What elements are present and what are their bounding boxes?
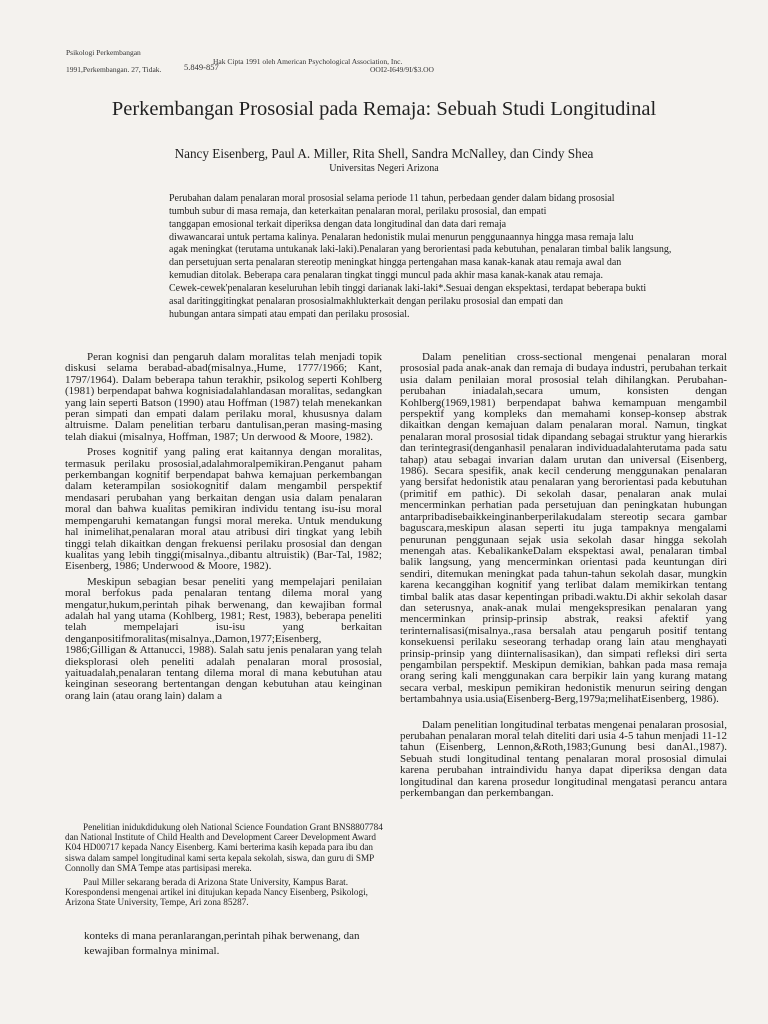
left-column [65, 352, 382, 706]
paper-title: Perkembangan Prososial pada Remaja: Sebuah Studi Longitudinal [111, 98, 657, 120]
footnote-correspondence: Paul Miller sekarang berada di Arizona State University, Kampus Barat. Korespondensi mengenai artikel ini ditujukan kepada Nancy Eisenberg, Psikologi, Arizona State University, Tempe, Ari zona 85287. [65, 877, 368, 908]
abstract [169, 193, 729, 321]
footnote-funding: Penelitian inidukdidukung oleh National Science Foundation Grant BNS8807784 dan National Institute of Child Health and Development Career Development Award K04 HD00717 kepada Nancy Eisenberg. Kami berterima kasih kepada para ibu dan siswa dalam sampel longitudinal kami serta kepala sekolah, siswa, dan guru di SMP Connolly dan SMA Tempe atas partisipasi mereka. [65, 822, 383, 873]
abstract-line: hubungan antara simpati atau empati dan perilaku prososial. [169, 308, 410, 320]
author-list: Nancy Eisenberg, Paul A. Miller, Rita Shell, Sandra McNalley, dan Cindy Shea [174, 146, 594, 161]
abstract-line: dan persetujuan serta penalaran stereotip meningkat hingga pertengahan masa kanak-kanak atau remaja awal dan [169, 257, 622, 269]
page-range: 5.849-857 [184, 62, 219, 72]
abstract-line: tumbuh subur di masa remaja, dan keterkaitan penalaran moral, perilaku prososial, dan empati [169, 205, 547, 217]
abstract-line: kemudian ditolak. Beberapa cara penalaran tingkat tinggi muncul pada akhir masa kanak-kanak atau remaja. [169, 270, 603, 282]
abstract-line: Perubahan dalam penalaran moral prososial selama periode 11 tahun, perbedaan gender dalam bidang prososial [169, 193, 615, 204]
body-paragraph: Proses kognitif yang paling erat kaitannya dengan moralitas, termasuk perilaku prososial,adalahmoralpemikiran.Penganut paham perkembangan kognitif berpendapat bahwa kemajuan perkembangan dalam keterampilan sosiokognitif dalam mengambil perspektif mendasari perubahan yang berkaitan dengan usia dalam penalaran moral dan bahwa kualitas pemikiran individu tentang isu-isu moral mempengaruhi kematangan fungsi moral mereka. Untuk mendukung hal inimelihat,penalaran moral atau atribusi diri tingkat yang lebih tinggi telah dikaitkan dengan frekuensi perilaku prososial dan dengan kualitas yang lebih tinggi(misalnya.,dibantu altruistik) (Bar-Tal, 1982; Eisenberg, 1986; Underwood & Moore, 1982). [65, 446, 382, 573]
abstract-line: Cewek-cewek'penalaran keseluruhan lebih tinggi darianak laki-laki*.Sesuai dengan ekspektasi, terdapat beberapa bukti [169, 282, 647, 294]
body-paragraph: Dalam penelitian longitudinal terbatas mengenai penalaran prososial, perubahan penalaran moral telah diteliti dari usia 4-5 tahun menjadi 11-12 tahun (Eisenberg, Lennon,&Roth,1983;Gunung besi danAl.,1987). Sebuah studi longitudinal tentang penalaran moral prososial dimulai karena perubahan intraindividu hanya dapat diperiksa dengan data longitudinal dan karena prosedur longitudinal mengatasi perancu antara perkembangan dan perkembangan. [400, 718, 727, 800]
journal-name: Psikologi Perkembangan [66, 48, 141, 57]
footnotes [65, 822, 387, 912]
abstract-line: tanggapan emosional terkait diperiksa dengan data longitudinal dan data dari remaja [169, 218, 507, 230]
abstract-line: agak meningkat (terutama untukanak laki-laki).Penalaran yang berorientasi pada kebutuhan, penalaran timbal balik langsung, [169, 244, 672, 256]
abstract-line: diwawancarai untuk pertama kalinya. Penalaran hedonistik mulai menurun penggunaannya hingga masa remaja lalu [169, 231, 634, 243]
copyright-notice: Hak Cipta 1991 oleh American Psychological Association, Inc. [213, 57, 403, 66]
right-column [400, 352, 727, 803]
body-paragraph: Meskipun sebagian besar peneliti yang mempelajari penilaian moral berfokus pada penalaran tentang dilema moral yang mengatur,hukum,perintah pihak berwenang, dan kewajiban formal adalah hal yang utama (Kohlberg, 1981; Rest, 1983), beberapa peneliti telah mempelajari isu-isu yang berkaitan denganpositifmoralitas(misalnya.,Damon,1977;Eisenberg, 1986;Gilligan & Attanucci, 1988). Salah satu jenis penalaran yang telah dieksplorasi oleh peneliti adalah penalaran moral prososial, yaituadalah,penalaran tentang dilema moral di mana kebutuhan atau keinginan seseorang bertentangan dengan kebutuhan atau keinginan orang lain (atau orang lain) dalam a [65, 575, 382, 702]
issn-code: OOI2-I649/9I/$3.OO [370, 65, 434, 74]
abstract-line: asal daritinggitingkat penalaran prososialmakhlukterkait dengan perilaku prososial dan empati dan [169, 295, 564, 307]
body-paragraph: Peran kognisi dan pengaruh dalam moralitas telah menjadi topik diskusi selama berabad-abad(misalnya.,Hume, 1777/1966; Kant, 1797/1964). Dalam beberapa tahun terakhir, psikolog seperti Kohlberg (1981) berpendapat bahwa kognisiadalahlandasan moralitas, sedangkan yang lain seperti Batson (1990) atau Hoffman (1987) telah menekankan peran simpati dan empati dalam perilaku moral, khususnya dalam altruisme. Dalam penelitian terbaru dantulisan,peran masing-masing telah diakui (misalnya, Hoffman, 1987; Un derwood & Moore, 1982). [65, 351, 382, 443]
affiliation: Universitas Negeri Arizona [329, 163, 439, 174]
volume-line: 1991,Perkembangan. 27, Tidak. [66, 65, 162, 74]
body-paragraph: Dalam penelitian cross-sectional mengenai penalaran moral prososial pada anak-anak dan remaja di budaya industri, perubahan terkait usia dalam penilaian moral prososial telah dihilangkan. Perubahan-perubahan iniadalah,secara umum, konsisten dengan Kohlberg(1969,1981) berpendapat bahwa kemampuan mengambil perspektif yang kompleks dan memahami konsep-konsep abstrak dikaitkan dengan kemajuan dalam penalaran moral. Namun, tingkat penalaran moral prososial tidak dipandang sebagai struktur yang hierarkis dan terintegrasi(denganhasil penalaran individuadalahterutama pada satu tahap) atau sebagai invarian dalam urutan dan universal (Eisenberg, 1986). Secara spesifik, anak kecil cenderung menggunakan penalaran yang bersifat hedonistik atau penalaran yang berorientasi pada kebutuhan (primitif em pathic). Di sekolah dasar, penalaran anak mulai mencerminkan perhatian pada persetujuan dan peningkatan hubungan antarpribadisebaikkeinginanberperilakudalam stereotip secara gambar baguscara,meskipun alasan seperti itu juga tampaknya mengalami penurunan penggunaan sejak usia sekolah dasar hingga sekolah menengah atas. KebalikankeDalam ekspektasi awal, penalaran timbal balik langsung, yang mencerminkan orientasi pada keuntungan diri sendiri, ditemukan meningkat pada tahun-tahun sekolah dasar, mungkin karena kecanggihan kognitif yang terlibat dalam memikirkan tentang timbal balik atas dasar kepentingan pribadi.waktu.Di akhir sekolah dasar dan seterusnya, anak-anak mulai mengekspresikan penalaran yang mencerminkan prinsip-prinsip abstrak, reaksi afektif yang terinternalisasi(misalnya.,rasa bersalah atau pengaruh positif tentang konsekuensi perilaku seseorang terhadap orang lain atau menghayati prinsip-prinsip yang diinternalisasikan), dan simpati refleksi diri serta pengambilan perspektif. Meskipun demikian, bahkan pada masa remaja orang sering kali menggunakan cara berpikir lain yang kurang matang secara verbal, meskipun pemikiran hedonistik menurun seiring dengan bertambahnya usia.usia(Eisenberg-Berg,1979a;melihatEisenberg, 1986). [400, 351, 727, 706]
continued-text: konteks di mana peranlarangan,perintah pihak berwenang, dan kewajiban formalnya minimal. [84, 930, 360, 957]
